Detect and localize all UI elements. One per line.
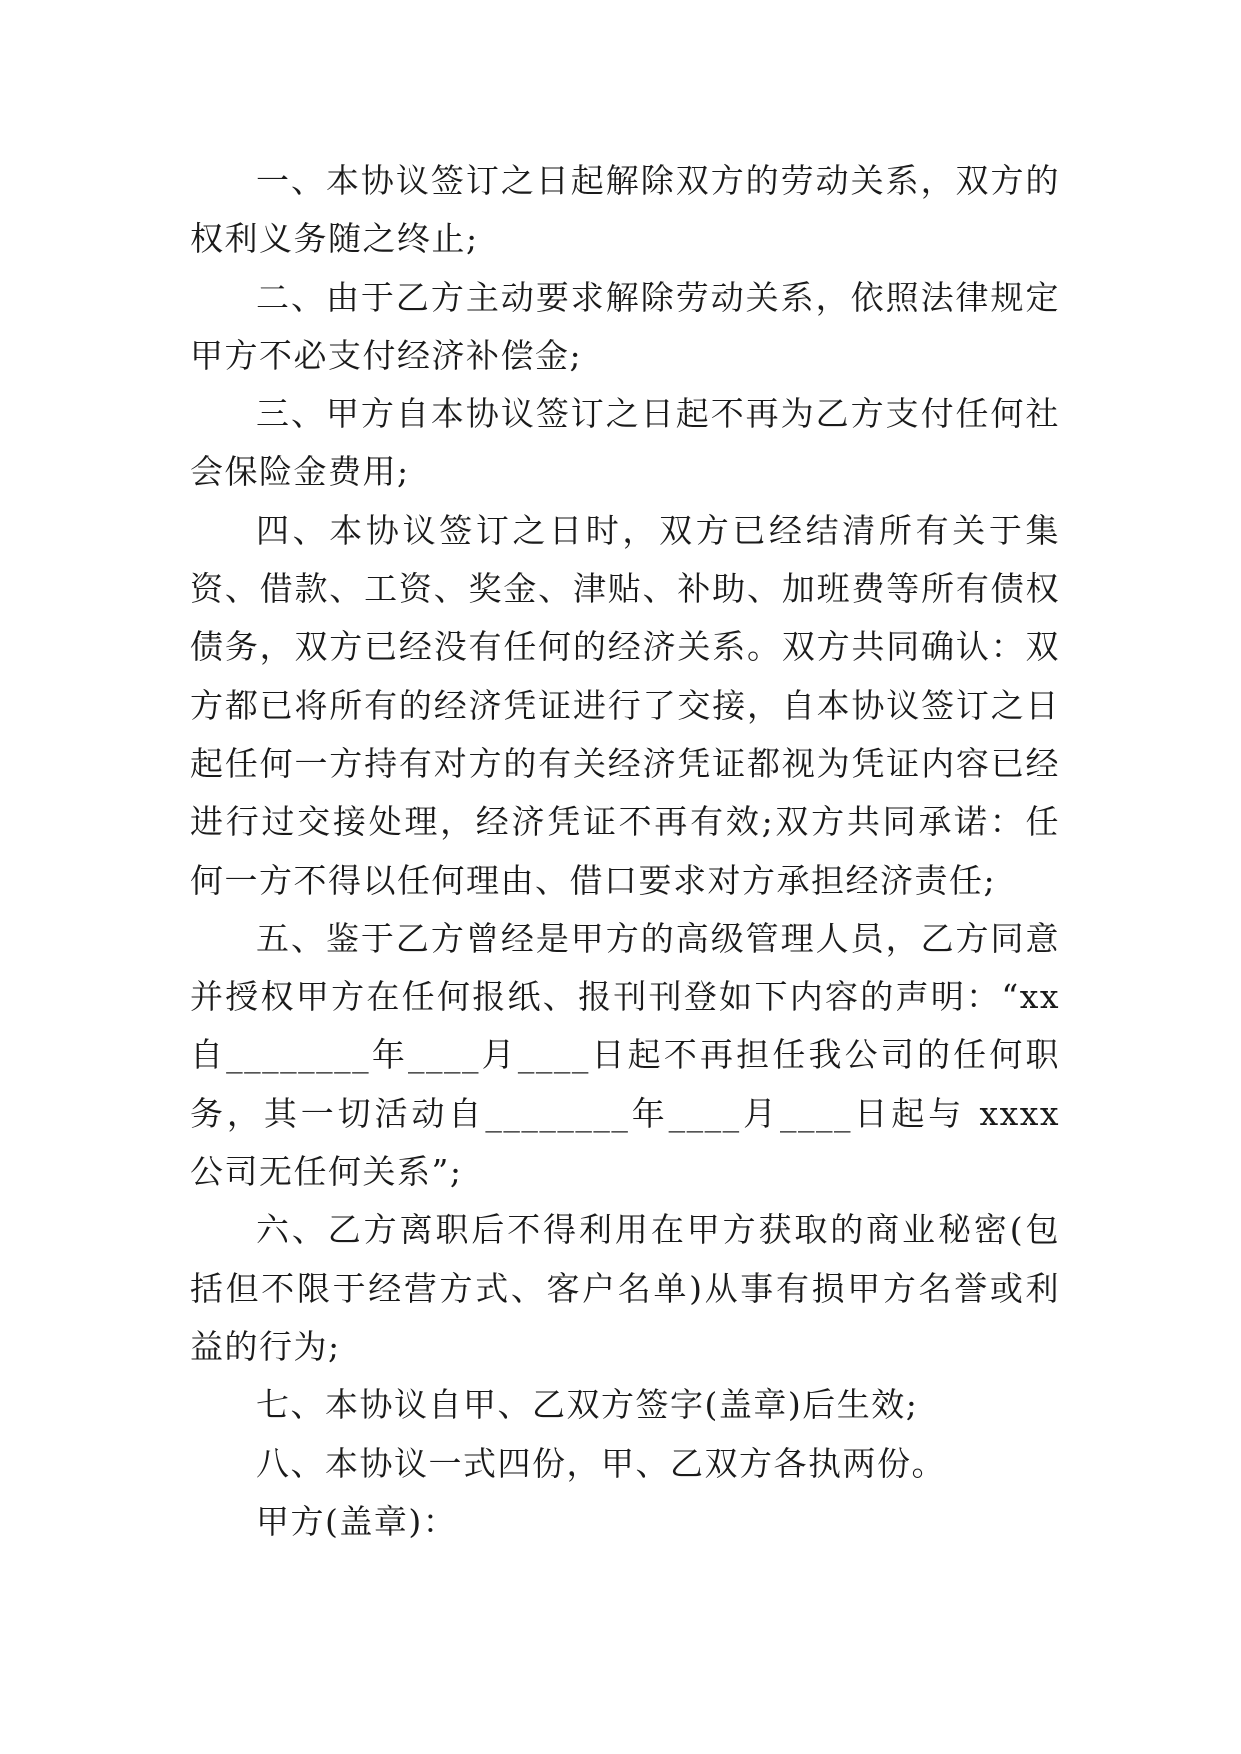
clause-3: 三、甲方自本协议签订之日起不再为乙方支付任何社会保险金费用; [190,394,1060,492]
clause-4: 四、本协议签订之日时，双方已经结清所有关于集资、借款、工资、奖金、津贴、补助、加班费等所有债权债务，双方已经没有任何的经济关系。双方共同确认：双方都已将所有的经济凭证进行了交接，自本协议签订之日起任何一方持有对方的有关经济凭证都视为凭证内容已经进行过交接处理，经济凭证不再有效;双方共同承诺：任何一方不得以任何理由、借口要求对方承担经济责任; [190,510,1060,900]
clause-2: 二、由于乙方主动要求解除劳动关系，依照法律规定甲方不必支付经济补偿金; [190,277,1060,375]
clause-6: 六、乙方离职后不得利用在甲方获取的商业秘密(包括但不限于经营方式、客户名单)从事有损甲方名誉或利益的行为; [190,1210,1060,1366]
party-a-seal-line: 甲方(盖章)： [256,1501,458,1541]
clause-5: 五、鉴于乙方曾经是甲方的高级管理人员，乙方同意并授权甲方在任何报纸、报刊刊登如下内容的声明：“xx 自________年____月____日起不再担任我公司的任何职务，其一切活动自________年____月____日起与 xxxx 公司无任何关系”; [190,918,1060,1192]
clause-1: 一、本协议签订之日起解除双方的劳动关系，双方的权利义务随之终止; [190,161,1060,259]
clause-8: 八、本协议一式四份，甲、乙双方各执两份。 [256,1443,946,1483]
document-body [190,152,1060,1551]
clause-7: 七、本协议自甲、乙双方签字(盖章)后生效; [256,1385,919,1425]
